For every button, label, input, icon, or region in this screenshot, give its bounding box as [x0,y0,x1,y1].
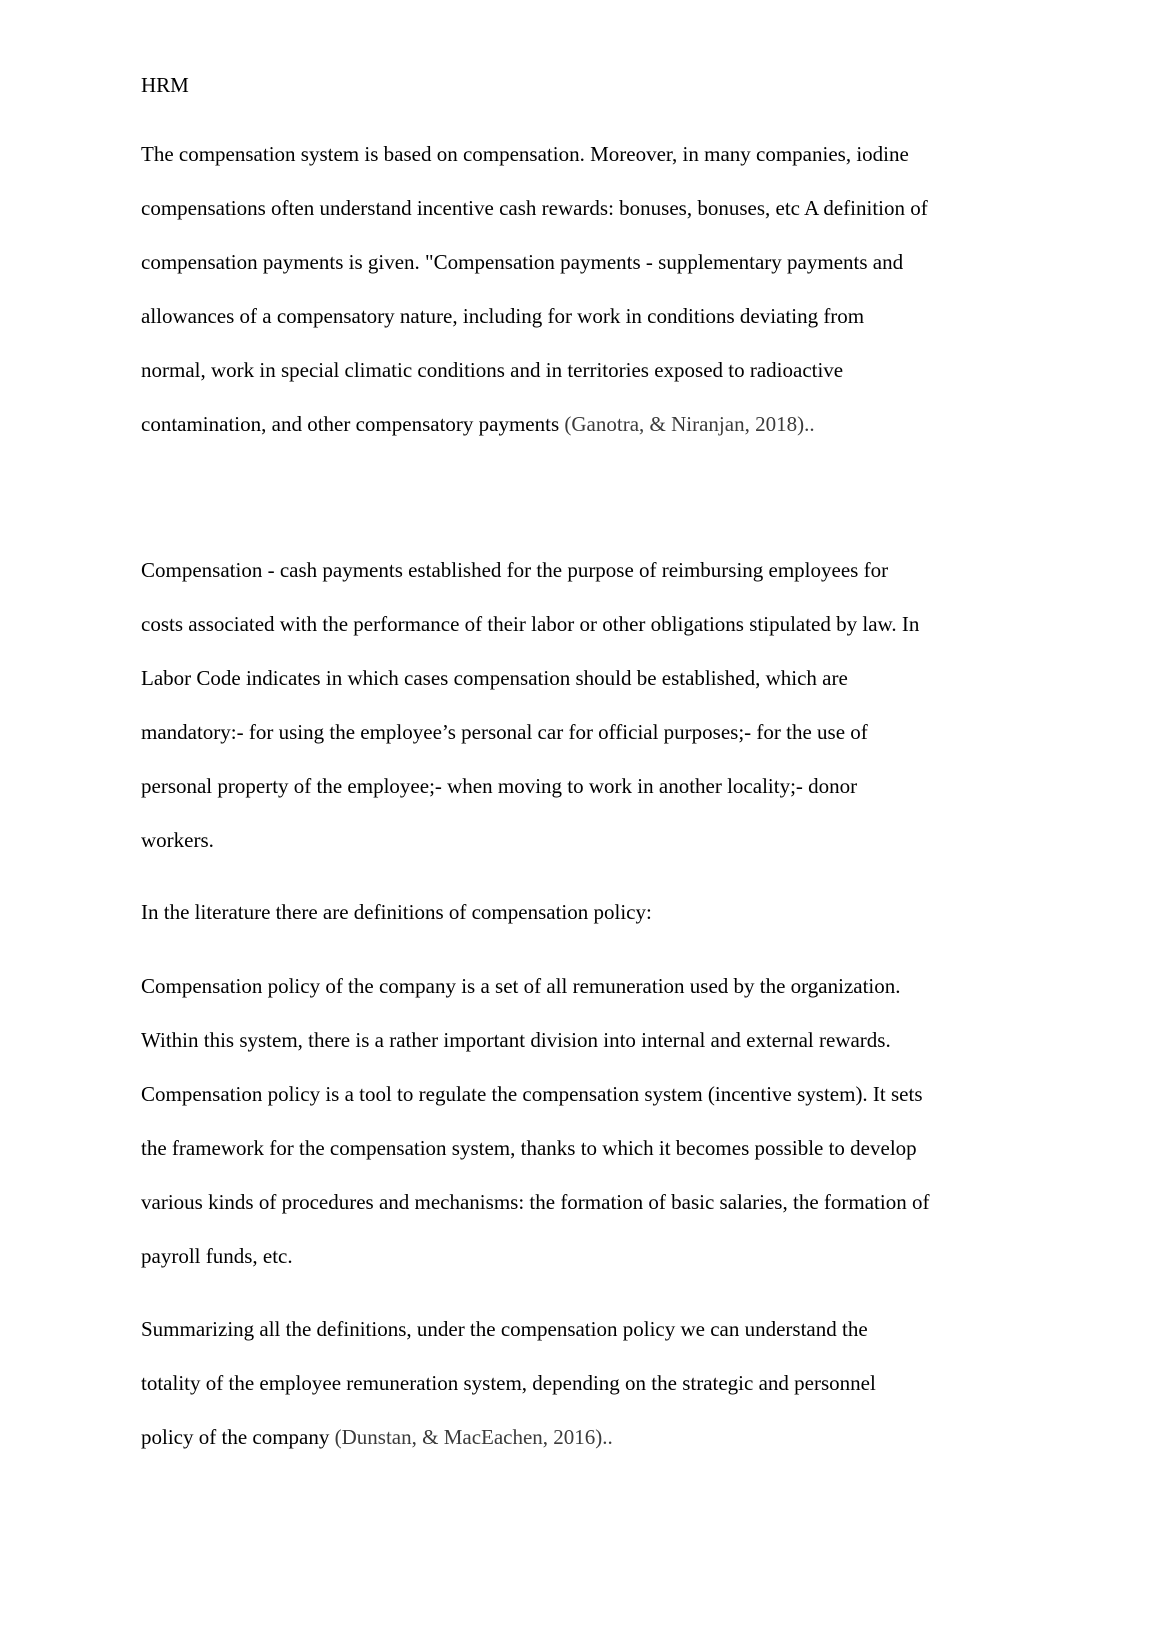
paragraph-line: The compensation system is based on compensation. Moreover, in many companies, iodine [141,142,909,166]
paragraph-line: mandatory:- for using the employee’s personal car for official purposes;- for the use of [141,720,868,744]
paragraph-1 [141,127,1041,451]
paragraph-line: workers. [141,828,214,852]
paragraph-line: personal property of the employee;- when moving to work in another locality;- donor [141,774,858,798]
paragraph-line: compensation payments is given. "Compensation payments - supplementary payments and [141,250,904,274]
paragraph-line: Labor Code indicates in which cases compensation should be established, which are [141,666,848,690]
citation: (Dunstan, & MacEachen, 2016).. [334,1425,613,1449]
paragraph-line: Compensation policy is a tool to regulate the compensation system (incentive system). It sets [141,1082,923,1106]
paragraph-line: payroll funds, etc. [141,1244,293,1268]
line-text: policy of the company [141,1425,335,1449]
paragraph-line [141,397,1041,451]
paragraph-line: allowances of a compensatory nature, including for work in conditions deviating from [141,304,865,328]
paragraph-4 [141,959,1041,1283]
paragraph-3 [141,885,1041,939]
paragraph-line: normal, work in special climatic conditions and in territories exposed to radioactive [141,358,844,382]
paragraph-line: costs associated with the performance of their labor or other obligations stipulated by law. In [141,612,920,636]
paragraph-line: totality of the employee remuneration system, depending on the strategic and personnel [141,1371,876,1395]
paragraph-line: In the literature there are definitions of compensation policy: [141,900,652,924]
paragraph-line: various kinds of procedures and mechanisms: the formation of basic salaries, the formation of [141,1190,930,1214]
paragraph-line: Within this system, there is a rather important division into internal and external rewards. [141,1028,891,1052]
paragraph-5 [141,1302,1041,1464]
paragraph-line: Summarizing all the definitions, under the compensation policy we can understand the [141,1317,868,1341]
paragraph-line: compensations often understand incentive cash rewards: bonuses, bonuses, etc A definition of [141,196,928,220]
paragraph-line: Compensation - cash payments established for the purpose of reimbursing employees for [141,558,889,582]
paragraph-line [141,1410,1041,1464]
citation: (Ganotra, & Niranjan, 2018).. [564,412,815,436]
paragraph-line: Compensation policy of the company is a set of all remuneration used by the organization. [141,974,901,998]
line-text: contamination, and other compensatory payments [141,412,565,436]
paragraph-line: the framework for the compensation system, thanks to which it becomes possible to develop [141,1136,917,1160]
paragraph-2 [141,543,1041,867]
page-header: HRM [141,73,189,97]
